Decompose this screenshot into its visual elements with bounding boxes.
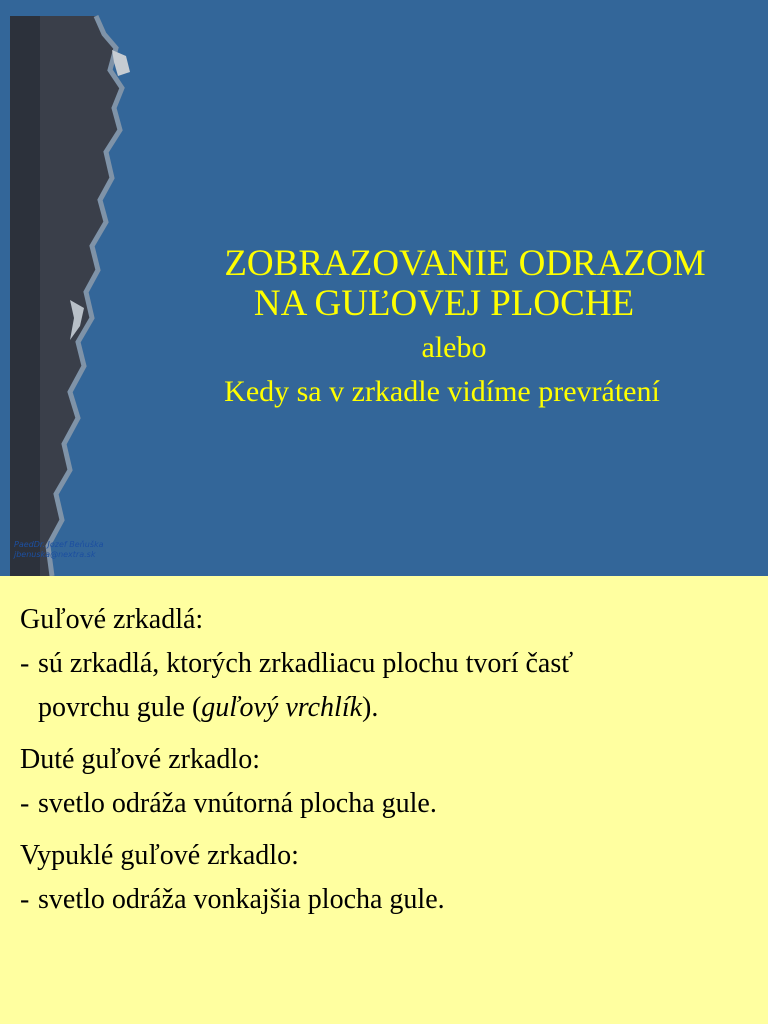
definition-text-pre: povrchu gule ( [38, 692, 202, 723]
definition-line-2 [20, 686, 573, 730]
definition-term: guľový vrchlík [201, 692, 363, 723]
definition-text: sú zrkadlá, ktorých zrkadliacu plochu tvorí časť [38, 648, 574, 679]
author-email: jbenuska@nextra.sk [14, 550, 96, 559]
author-credit [14, 540, 104, 560]
section-concave-mirror [20, 738, 437, 826]
section-convex-mirror [20, 834, 445, 922]
section-heading: Duté guľové zrkadlo: [20, 744, 260, 775]
definition-text-post: ). [362, 692, 379, 723]
slide-title [140, 242, 768, 412]
bullet-dash: - [20, 788, 30, 819]
section-spherical-mirrors [20, 598, 573, 730]
definition-line [20, 782, 437, 826]
bullet-dash: - [20, 648, 30, 679]
definition-text: svetlo odráža vonkajšia plocha gule. [38, 884, 445, 915]
definition-text: svetlo odráža vnútorná plocha gule. [38, 788, 437, 819]
section-heading: Vypuklé guľové zrkadlo: [20, 840, 299, 871]
author-name: PaedDr. Jozef Beňuška [14, 540, 104, 549]
content-slide [0, 576, 768, 1024]
title-line-1: ZOBRAZOVANIE ODRAZOM [224, 243, 706, 284]
title-line-2: NA GUĽOVEJ PLOCHE [253, 283, 635, 324]
bullet-dash: - [20, 884, 30, 915]
definition-line-1 [20, 642, 573, 686]
section-heading: Guľové zrkadlá: [20, 604, 204, 635]
definition-line [20, 878, 445, 922]
title-subtitle: Kedy sa v zrkadle vidíme prevrátení [224, 375, 660, 408]
title-subtitle-connector: alebo [421, 331, 487, 364]
